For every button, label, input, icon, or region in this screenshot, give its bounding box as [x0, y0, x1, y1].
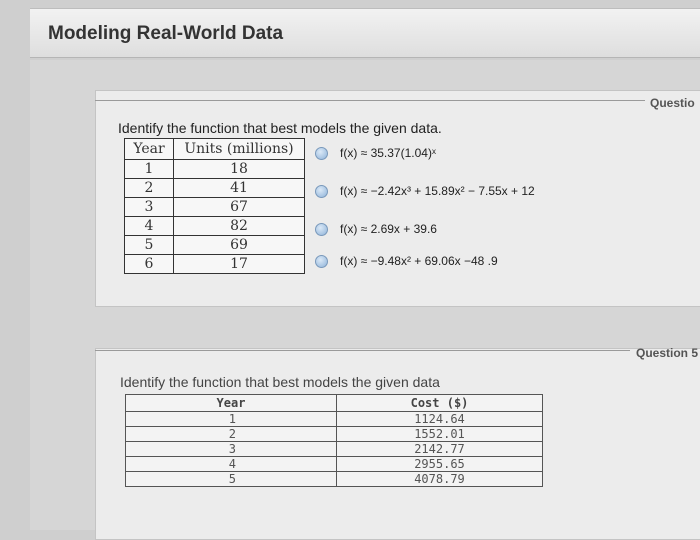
cell-cost: 1552.01 [337, 427, 543, 442]
cell-year: 1 [126, 412, 337, 427]
radio-button[interactable] [315, 185, 328, 198]
cell-units: 18 [174, 160, 305, 179]
table-row [126, 412, 543, 427]
answer-option-2[interactable] [315, 184, 535, 198]
cell-year: 3 [126, 442, 337, 457]
cell-year: 4 [125, 217, 174, 236]
question-4-table [124, 138, 305, 274]
cell-cost: 1124.64 [337, 412, 543, 427]
table-row [126, 427, 543, 442]
column-header-units: Units (millions) [174, 139, 305, 160]
cell-year: 6 [125, 255, 174, 274]
page-title: Modeling Real-World Data [48, 23, 284, 44]
cell-year: 3 [125, 198, 174, 217]
column-header-year: Year [126, 395, 337, 412]
question-4-prompt: Identify the function that best models the given data. [118, 120, 442, 136]
column-header-cost: Cost ($) [337, 395, 543, 412]
table-row [125, 160, 305, 179]
table-row [125, 255, 305, 274]
table-row [125, 198, 305, 217]
cell-cost: 4078.79 [337, 472, 543, 487]
option-label: f(x) ≈ 2.69x + 39.6 [340, 222, 437, 236]
column-header-year: Year [125, 139, 174, 160]
answer-option-4[interactable] [315, 254, 498, 268]
cell-year: 2 [125, 179, 174, 198]
cell-year: 2 [126, 427, 337, 442]
table-header-row [126, 395, 543, 412]
cell-units: 82 [174, 217, 305, 236]
table-row [126, 472, 543, 487]
question-4-label: Questio [650, 96, 695, 110]
cell-cost: 2142.77 [337, 442, 543, 457]
question-5-table [125, 394, 543, 487]
cell-year: 4 [126, 457, 337, 472]
cell-units: 17 [174, 255, 305, 274]
table-row [126, 457, 543, 472]
title-bar [30, 8, 700, 58]
table-row [126, 442, 543, 457]
cell-units: 69 [174, 236, 305, 255]
cell-cost: 2955.65 [337, 457, 543, 472]
option-label: f(x) ≈ −9.48x² + 69.06x −48 .9 [340, 254, 498, 268]
cell-units: 67 [174, 198, 305, 217]
cell-year: 5 [125, 236, 174, 255]
radio-button[interactable] [315, 255, 328, 268]
option-label: f(x) ≈ −2.42x³ + 15.89x² − 7.55x + 12 [340, 184, 535, 198]
table-header-row [125, 139, 305, 160]
cell-year: 1 [125, 160, 174, 179]
answer-option-1[interactable] [315, 146, 436, 160]
table-row [125, 217, 305, 236]
cell-year: 5 [126, 472, 337, 487]
option-label: f(x) ≈ 35.37(1.04)ˣ [340, 146, 436, 160]
cell-units: 41 [174, 179, 305, 198]
radio-button[interactable] [315, 223, 328, 236]
radio-button[interactable] [315, 147, 328, 160]
answer-option-3[interactable] [315, 222, 437, 236]
question-4-divider [95, 100, 645, 101]
table-row [125, 236, 305, 255]
question-5-label: Question 5 [636, 346, 699, 360]
question-5-prompt: Identify the function that best models the given data [120, 374, 440, 390]
question-5-divider [95, 350, 630, 351]
table-row [125, 179, 305, 198]
